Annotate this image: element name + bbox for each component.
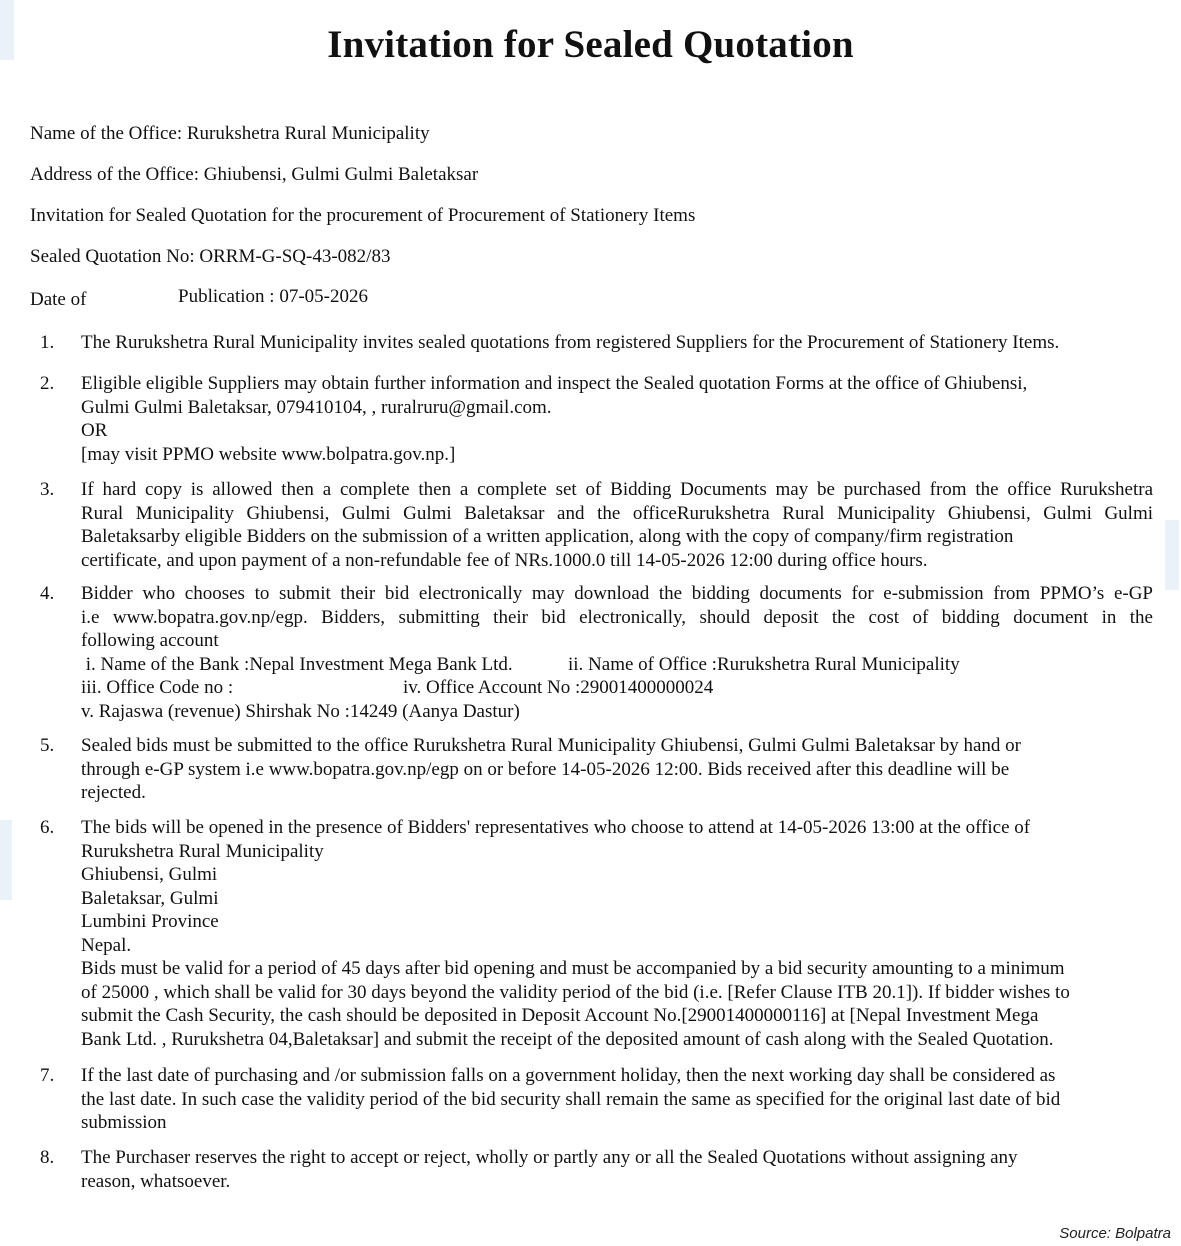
item-line: If hard copy is allowed then a complete then a complete set of Bidding Documents may be purchased from the office Rurukshetra [81, 479, 1153, 500]
item-line: Rural Municipality Ghiubensi, Gulmi Gulmi Baletaksar and the officeRurukshetra Rural Municipality Ghiubensi, Gulmi Gulmi [81, 502, 1153, 524]
item-number: 8. [40, 1147, 55, 1168]
source-credit: Source: Bolpatra [1059, 1225, 1171, 1242]
publication-date [30, 285, 630, 311]
item-line: The Rurukshetra Rural Municipality invites sealed quotations from registered Suppliers for the Procurement of Stationery Items. [81, 332, 1060, 353]
item-line: Gulmi Gulmi Baletaksar, 079410104, , ruralruru@gmail.com. [81, 396, 552, 418]
item-line: Baletaksar, Gulmi [81, 887, 219, 909]
office-address: Address of the Office: Ghiubensi, Gulmi Gulmi Baletaksar [30, 164, 479, 185]
account-office-name: ii. Name of Office :Rurukshetra Rural Municipality [568, 653, 960, 675]
item-line: rejected. [81, 782, 146, 803]
invitation-line: Invitation for Sealed Quotation for the procurement of Procurement of Stationery Items [30, 205, 696, 226]
item-line: of 25000 , which shall be valid for 30 days beyond the validity period of the bid (i.e. [Refer Clause ITB 20.1]). If bidder wishes to [81, 981, 1070, 1003]
watermark-stripe-right [1165, 520, 1179, 590]
item-line: the last date. In such case the validity period of the bid security shall remain the same as specified for the original last date of bid [81, 1088, 1061, 1110]
item-line: i.e www.bopatra.gov.np/egp. Bidders, submitting their bid electronically, should deposit the cost of bidding document in the [81, 606, 1153, 628]
item-line: The bids will be opened in the presence of Bidders' representatives who choose to attend at 14-05-2026 13:00 at the office of [81, 817, 1031, 838]
bank-name: i. Name of the Bank :Nepal Investment Mega Bank Ltd. [81, 653, 513, 675]
item-line: through e-GP system i.e www.bopatra.gov.np/egp on or before 14-05-2026 12:00. Bids received after this deadline will be [81, 758, 1010, 780]
quotation-number: Sealed Quotation No: ORRM-G-SQ-43-082/83 [30, 246, 391, 267]
item-line: reason, whatsoever. [81, 1170, 231, 1192]
item-line: Eligible eligible Suppliers may obtain further information and inspect the Sealed quotation Forms at the office of Ghiubensi, [81, 373, 1028, 394]
item-number: 1. [40, 332, 55, 353]
item-line: The Purchaser reserves the right to accept or reject, wholly or partly any or all the Sealed Quotations without assigning any [81, 1147, 1018, 1168]
item-line: If the last date of purchasing and /or submission falls on a government holiday, then the next working day shall be considered as [81, 1065, 1056, 1086]
item-line: [may visit PPMO website www.bolpatra.gov.np.] [81, 443, 456, 465]
item-line: Sealed bids must be submitted to the office Rurukshetra Rural Municipality Ghiubensi, Gulmi Gulmi Baletaksar by hand or [81, 735, 1021, 756]
item-line: following account [81, 630, 219, 651]
publication-value: Publication : 07-05-2026 [178, 286, 368, 307]
item-line: Baletaksarby eligible Bidders on the submission of a written application, along with the copy of company/firm registration [81, 526, 1014, 547]
item-number: 4. [40, 583, 55, 604]
bank-row [81, 653, 1153, 677]
rajaswa-line: v. Rajaswa (revenue) Shirshak No :14249 (Aanya Dastur) [81, 700, 520, 722]
office-name: Name of the Office: Rurukshetra Rural Municipality [30, 123, 430, 144]
office-account-number: iv. Office Account No :29001400000024 [403, 677, 714, 698]
account-row [81, 676, 1153, 700]
item-number: 2. [40, 373, 55, 394]
item-line: submission [81, 1112, 167, 1133]
item-number: 6. [40, 817, 55, 838]
item-line: Bank Ltd. , Rurukshetra 04,Baletaksar] and submit the receipt of the deposited amount of cash along with the Sealed Quotation. [81, 1028, 1054, 1050]
item-line: OR [81, 420, 108, 441]
office-code: iii. Office Code no : [81, 677, 234, 698]
item-number: 7. [40, 1065, 55, 1086]
item-line: submit the Cash Security, the cash should be deposited in Deposit Account No.[29001400000116] at [Nepal Investment Mega [81, 1005, 1039, 1026]
page-title: Invitation for Sealed Quotation [327, 23, 854, 66]
item-number: 5. [40, 735, 55, 756]
watermark-stripe-left-mid [0, 820, 12, 900]
item-line: Bidder who chooses to submit their bid electronically may download the bidding documents for e-submission from PPMO’s e-GP [81, 583, 1153, 604]
item-line: Nepal. [81, 934, 132, 956]
item-line: Ghiubensi, Gulmi [81, 864, 218, 885]
item-number: 3. [40, 479, 55, 500]
item-line: Lumbini Province [81, 911, 219, 932]
item-line: Bids must be valid for a period of 45 days after bid opening and must be accompanied by a bid security amounting to a minimum [81, 958, 1065, 979]
item-line: Rurukshetra Rural Municipality [81, 840, 324, 862]
date-label: Date of [30, 289, 87, 310]
item-line: certificate, and upon payment of a non-refundable fee of NRs.1000.0 till 14-05-2026 12:00 during office hours. [81, 549, 928, 571]
